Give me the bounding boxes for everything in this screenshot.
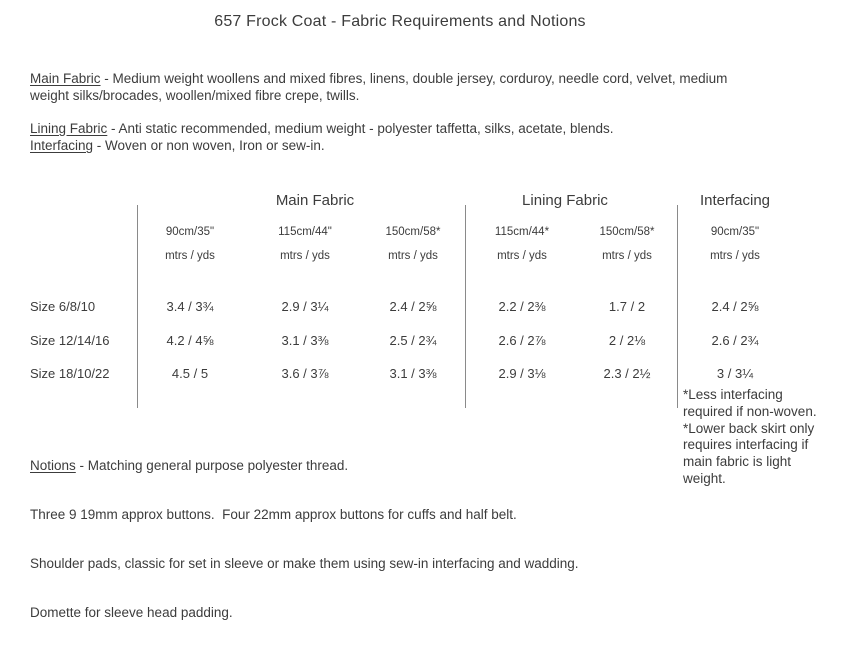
- page-title: 657 Frock Coat - Fabric Requirements and Notions: [214, 13, 586, 30]
- table-cell: 2.9 / 3¼: [281, 299, 329, 314]
- table-cell: 2.3 / 2½: [603, 366, 651, 381]
- table-cell: 1.7 / 2: [608, 299, 646, 314]
- row-label-size-18-10-22: Size 18/10/22: [30, 366, 110, 381]
- interfacing-footnotes: [683, 387, 825, 488]
- main-fabric-text: - Medium weight woollens and mixed fibres, linens, double jersey, corduroy, needle cord, velvet, medium weight silks/brocades, woollen/mixed fibre crepe, twills.: [30, 71, 728, 103]
- interfacing-text: - Woven or non woven, Iron or sew-in.: [93, 138, 325, 153]
- notions-term: Notions: [30, 457, 76, 473]
- row-label-size-12-14-16: Size 12/14/16: [30, 333, 110, 348]
- notions-domette-line: Domette for sleeve head padding.: [30, 605, 233, 621]
- column-group-interfacing: Interfacing: [699, 192, 771, 209]
- table-cell: 2 / 2⅛: [608, 333, 646, 348]
- table-cell: 3.1 / 3⅜: [389, 366, 437, 381]
- unit-label: mtrs / yds: [710, 250, 760, 262]
- column-group-lining-fabric: Lining Fabric: [522, 192, 608, 209]
- table-cell: 2.9 / 3⅛: [498, 366, 546, 381]
- table-cell: 2.4 / 2⅝: [389, 299, 437, 314]
- table-cell: 2.4 / 2⅝: [711, 299, 759, 314]
- width-header-lining-115cm: 115cm/44*: [494, 226, 550, 238]
- lining-interfacing-description: [30, 120, 752, 154]
- unit-label: mtrs / yds: [388, 250, 438, 262]
- table-cell: 2.6 / 2⅞: [498, 333, 546, 348]
- footnote-less-interfacing: *Less interfacing required if non-woven.: [683, 387, 817, 419]
- unit-label: mtrs / yds: [280, 250, 330, 262]
- interfacing-line: [30, 137, 752, 154]
- width-header-interfacing-90cm: 90cm/35": [710, 226, 760, 238]
- notions-section: [30, 425, 690, 655]
- table-cell: 2.2 / 2⅜: [498, 299, 546, 314]
- width-header-lining-150cm: 150cm/58*: [599, 226, 655, 238]
- main-fabric-description: [30, 70, 752, 104]
- main-fabric-term: Main Fabric: [30, 71, 101, 86]
- lining-fabric-text: - Anti static recommended, medium weight - polyester taffetta, silks, acetate, blends.: [107, 121, 614, 136]
- table-cell: 2.6 / 2¾: [711, 333, 759, 348]
- table-cell: 3.6 / 3⅞: [281, 366, 329, 381]
- row-label-size-6-8-10: Size 6/8/10: [30, 299, 96, 314]
- lining-fabric-line: [30, 120, 752, 137]
- unit-label: mtrs / yds: [165, 250, 215, 262]
- footnote-lower-back-skirt: *Lower back skirt only requires interfacing if main fabric is light weight.: [683, 420, 815, 486]
- table-cell: 2.5 / 2¾: [389, 333, 437, 348]
- notions-shoulder-pads-line: Shoulder pads, classic for set in sleeve or make them using sew-in interfacing and wadding.: [30, 556, 579, 572]
- width-header-main-150cm: 150cm/58*: [385, 226, 441, 238]
- lining-fabric-term: Lining Fabric: [30, 121, 108, 136]
- width-header-main-90cm: 90cm/35": [165, 226, 215, 238]
- table-cell: 3.4 / 3¾: [166, 299, 214, 314]
- notions-buttons-line: Three 9 19mm approx buttons. Four 22mm approx buttons for cuffs and half belt.: [30, 507, 517, 523]
- interfacing-term: Interfacing: [30, 138, 94, 153]
- unit-label: mtrs / yds: [602, 250, 652, 262]
- notions-thread-line: [30, 458, 690, 474]
- width-header-main-115cm: 115cm/44": [278, 226, 332, 238]
- notions-thread-text: - Matching general purpose polyester thread.: [75, 457, 349, 473]
- table-cell: 4.2 / 4⅝: [166, 333, 214, 348]
- table-cell: 4.5 / 5: [171, 366, 209, 381]
- column-group-main-fabric: Main Fabric: [275, 192, 355, 209]
- table-cell: 3 / 3¼: [716, 366, 754, 381]
- table-cell: 3.1 / 3⅜: [281, 333, 329, 348]
- unit-label: mtrs / yds: [497, 250, 547, 262]
